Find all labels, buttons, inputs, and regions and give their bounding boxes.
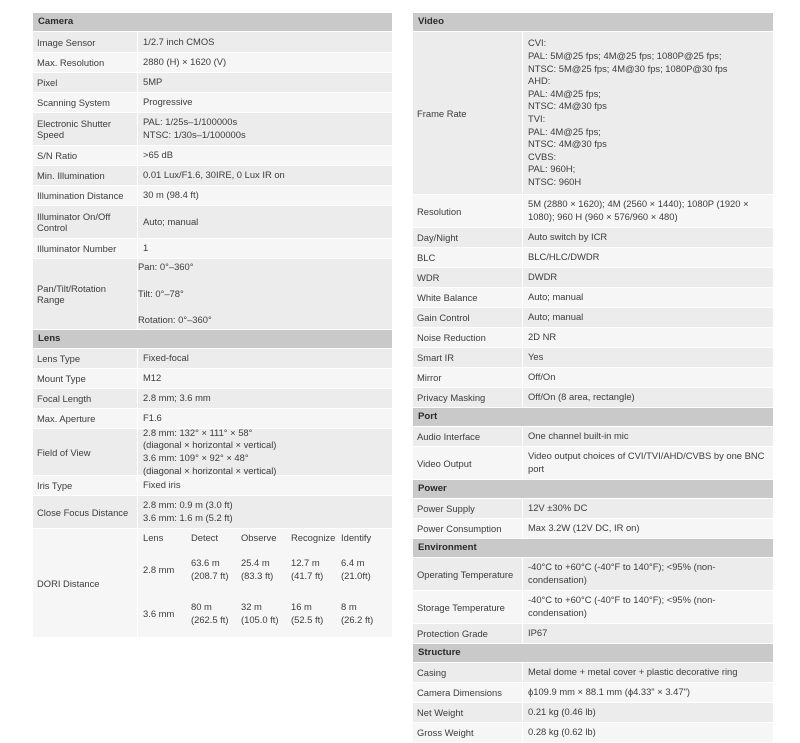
- spec-label: Focal Length: [33, 389, 138, 408]
- spec-value-line: NTSC: 960H: [528, 175, 582, 187]
- spec-label: Frame Rate: [413, 32, 523, 194]
- spec-value-line: AHD:: [528, 75, 551, 87]
- spec-value-line: 2880 (H) × 1620 (V): [143, 56, 227, 68]
- spec-value-line: 1: [143, 242, 149, 254]
- spec-row-camera-dimensions: [413, 683, 773, 703]
- spec-row-smart-ir: [413, 348, 773, 368]
- spec-value-line: -40°C to +60°C (-40°F to 140°F); <95% (non-: [528, 561, 716, 573]
- spec-value-line: condensation): [528, 574, 587, 585]
- spec-label: Net Weight: [413, 703, 523, 722]
- spec-value: [523, 32, 773, 194]
- spec-label: DORI Distance: [33, 529, 138, 637]
- spec-label: Illuminator Number: [33, 239, 138, 258]
- dori-header: Detect: [191, 532, 219, 544]
- spec-label: Electronic Shutter Speed: [33, 113, 138, 145]
- dori-header: Recognize: [291, 532, 336, 544]
- spec-label: Max. Resolution: [33, 53, 138, 72]
- spec-column-left: [33, 13, 392, 638]
- spec-row-frame-rate: [413, 32, 773, 195]
- spec-value: [138, 259, 392, 329]
- spec-row-storage-temperature: [413, 591, 773, 624]
- spec-row-max-resolution: [33, 53, 392, 73]
- spec-value: [138, 166, 392, 185]
- spec-row-scanning-system: [33, 93, 392, 113]
- spec-value-line: DWDR: [528, 271, 558, 283]
- section-header-video: Video: [413, 13, 773, 32]
- spec-value-line: 30 m (98.4 ft): [143, 189, 199, 201]
- spec-value: [523, 288, 773, 307]
- spec-row-illuminator-on-off-control: [33, 206, 392, 239]
- spec-row-white-balance: [413, 288, 773, 308]
- spec-value-line: Video output choices of CVI/TVI/AHD/CVBS by one BNC: [528, 450, 765, 462]
- spec-value: [138, 426, 392, 476]
- spec-value: [523, 388, 773, 407]
- spec-value-line: PAL: 4M@25 fps;: [528, 125, 601, 137]
- spec-value-line: >65 dB: [143, 149, 173, 161]
- spec-value-line: Auto; manual: [143, 215, 199, 227]
- spec-label: BLC: [413, 248, 523, 267]
- section-environment: [413, 539, 773, 644]
- spec-row-audio-interface: [413, 427, 773, 447]
- spec-row-illumination-distance: [33, 186, 392, 206]
- spec-value: [138, 146, 392, 165]
- spec-value-line: F1.6: [143, 412, 162, 424]
- spec-value-line: 5M (2880 × 1620); 4M (2560 × 1440); 1080P (1920 ×: [528, 198, 749, 210]
- spec-value: [138, 53, 392, 72]
- section-camera: [33, 13, 392, 330]
- spec-value: [138, 93, 392, 112]
- spec-value: [138, 239, 392, 258]
- spec-row-privacy-masking: [413, 388, 773, 408]
- spec-value-line: IP67: [528, 627, 548, 639]
- dori-cell: [191, 548, 241, 592]
- dori-cell-line: 6.4 m: [341, 557, 365, 569]
- spec-row-noise-reduction: [413, 328, 773, 348]
- spec-value: [523, 624, 773, 643]
- spec-label: Field of View: [33, 429, 138, 475]
- spec-value-line: TVI:: [528, 113, 546, 124]
- spec-label: Pan/Tilt/Rotation Range: [33, 259, 138, 329]
- spec-label: Storage Temperature: [413, 591, 523, 623]
- spec-row-mirror: [413, 368, 773, 388]
- spec-label: Min. Illumination: [33, 166, 138, 185]
- dori-cell-line: 63.6 m: [191, 557, 220, 569]
- spec-row-gain-control: [413, 308, 773, 328]
- spec-row-electronic-shutter-speed: [33, 113, 392, 146]
- spec-row-pixel: [33, 73, 392, 93]
- spec-row-dori-distance: [33, 529, 392, 638]
- spec-value-line: 2.8 mm; 3.6 mm: [143, 392, 211, 404]
- spec-value-line: Auto; manual: [528, 311, 584, 323]
- spec-value-line: 0.28 kg (0.62 lb): [528, 726, 596, 738]
- spec-row-video-output: [413, 447, 773, 480]
- dori-grid: [143, 529, 387, 636]
- spec-row-mount-type: [33, 369, 392, 389]
- dori-header: Lens: [143, 532, 164, 544]
- dori-cell-line: (208.7 ft): [191, 570, 229, 581]
- dori-cell-line: (52.5 ft): [291, 614, 324, 625]
- spec-row-resolution: [413, 195, 773, 228]
- spec-label: S/N Ratio: [33, 146, 138, 165]
- spec-row-illuminator-number: [33, 239, 392, 259]
- spec-row-min-illumination: [33, 166, 392, 186]
- dori-header: Identify: [341, 532, 372, 544]
- spec-value-line: port: [528, 463, 545, 474]
- spec-value-line: One channel built-in mic: [528, 430, 629, 442]
- spec-value: [523, 308, 773, 327]
- spec-value: [138, 389, 392, 408]
- spec-value-line: 2.8 mm: 0.9 m (3.0 ft): [143, 499, 233, 511]
- spec-value: [523, 447, 773, 479]
- spec-row-focal-length: [33, 389, 392, 409]
- spec-label: Power Consumption: [413, 519, 523, 538]
- spec-value: [138, 409, 392, 428]
- dori-cell-line: (21.0ft): [341, 570, 371, 581]
- spec-value-line: 5MP: [143, 76, 163, 88]
- dori-cell-line: 16 m: [291, 601, 312, 613]
- spec-label: Close Focus Distance: [33, 496, 138, 528]
- spec-value: [138, 186, 392, 205]
- spec-row-field-of-view: [33, 426, 392, 476]
- spec-value-line: Yes: [528, 351, 544, 363]
- dori-cell-line: (41.7 ft): [291, 570, 324, 581]
- spec-value: [523, 268, 773, 287]
- spec-label: Mirror: [413, 368, 523, 387]
- section-header-lens: Lens: [33, 330, 392, 349]
- spec-value: [138, 349, 392, 368]
- spec-value-line: PAL: 5M@25 fps; 4M@25 fps; 1080P@25 fps;: [528, 50, 722, 62]
- spec-value-line: (diagonal × horizontal × vertical): [143, 439, 277, 451]
- spec-value: [138, 32, 392, 52]
- spec-label: WDR: [413, 268, 523, 287]
- spec-value: [523, 591, 773, 623]
- spec-label: Scanning System: [33, 93, 138, 112]
- spec-label: Operating Temperature: [413, 558, 523, 590]
- spec-label: Gain Control: [413, 308, 523, 327]
- spec-value: [138, 206, 392, 238]
- spec-value: [138, 476, 392, 495]
- dori-cell: [241, 548, 291, 592]
- section-header-camera: Camera: [33, 13, 392, 32]
- spec-label: Resolution: [413, 195, 523, 227]
- dori-cell-line: (83.3 ft): [241, 570, 274, 581]
- spec-value-line: Tilt: 0°–78°: [138, 287, 184, 299]
- spec-value: [523, 427, 773, 446]
- dori-cell-line: (26.2 ft): [341, 614, 374, 625]
- dori-cell: [291, 592, 341, 636]
- spec-value-line: 1080); 960 H (960 × 576/960 × 480): [528, 211, 678, 222]
- spec-label: Pixel: [33, 73, 138, 92]
- spec-label: White Balance: [413, 288, 523, 307]
- spec-label: Audio Interface: [413, 427, 523, 446]
- spec-value-line: Off/On: [528, 371, 556, 383]
- dori-cell-line: (105.0 ft): [241, 614, 279, 625]
- dori-cell-line: 25.4 m: [241, 557, 270, 569]
- spec-value-line: Auto; manual: [528, 291, 584, 303]
- spec-label: Day/Night: [413, 228, 523, 247]
- section-power: [413, 480, 773, 539]
- section-structure: [413, 644, 773, 743]
- spec-row-lens-type: [33, 349, 392, 369]
- spec-row-power-supply: [413, 499, 773, 519]
- spec-value-line: ϕ109.9 mm × 88.1 mm (ϕ4.33" × 3.47"): [528, 686, 691, 698]
- spec-value-line: Rotation: 0°–360°: [138, 314, 212, 326]
- spec-value-line: PAL: 1/25s–1/100000s: [143, 116, 238, 128]
- dori-cell: [291, 548, 341, 592]
- spec-value: [523, 519, 773, 538]
- dori-lens: 2.8 mm: [143, 563, 175, 575]
- spec-label: Image Sensor: [33, 32, 138, 52]
- spec-label: Protection Grade: [413, 624, 523, 643]
- spec-value: [523, 723, 773, 742]
- spec-label: Noise Reduction: [413, 328, 523, 347]
- spec-row-gross-weight: [413, 723, 773, 743]
- spec-value-line: Fixed-focal: [143, 352, 189, 364]
- section-header-structure: Structure: [413, 644, 773, 663]
- dori-lens: 3.6 mm: [143, 607, 175, 619]
- spec-value-line: Auto switch by ICR: [528, 231, 608, 243]
- spec-row-day-night: [413, 228, 773, 248]
- dori-cell-line: (262.5 ft): [191, 614, 229, 625]
- section-video: [413, 13, 773, 408]
- spec-value-line: CVI:: [528, 37, 547, 49]
- spec-row-image-sensor: [33, 32, 392, 53]
- section-lens: [33, 330, 392, 638]
- spec-value-line: CVBS:: [528, 150, 557, 162]
- section-header-environment: Environment: [413, 539, 773, 558]
- spec-value: [523, 328, 773, 347]
- spec-value-line: M12: [143, 372, 162, 384]
- spec-row-protection-grade: [413, 624, 773, 644]
- dori-cell: [191, 592, 241, 636]
- spec-row-iris-type: [33, 476, 392, 496]
- spec-value-line: Fixed iris: [143, 479, 181, 491]
- spec-value-line: 12V ±30% DC: [528, 502, 588, 514]
- dori-cell: [341, 592, 381, 636]
- spec-value-line: (diagonal × horizontal × vertical): [143, 464, 277, 476]
- dori-cell: [341, 548, 381, 592]
- spec-label: Max. Aperture: [33, 409, 138, 428]
- dori-cell-line: 80 m: [191, 601, 212, 613]
- spec-value-line: PAL: 4M@25 fps;: [528, 87, 601, 99]
- spec-label: Gross Weight: [413, 723, 523, 742]
- spec-value-line: NTSC: 5M@25 fps; 4M@30 fps; 1080P@30 fps: [528, 62, 728, 74]
- spec-value-line: 0.01 Lux/F1.6, 30IRE, 0 Lux IR on: [143, 169, 285, 181]
- section-header-port: Port: [413, 408, 773, 427]
- spec-value: [523, 499, 773, 518]
- dori-cell-line: 8 m: [341, 601, 357, 613]
- spec-column-right: [413, 13, 773, 743]
- spec-value-line: 0.21 kg (0.46 lb): [528, 706, 596, 718]
- spec-value-line: Pan: 0°–360°: [138, 261, 194, 272]
- spec-value: [523, 683, 773, 702]
- dori-cell-line: 32 m: [241, 601, 262, 613]
- spec-value-line: condensation): [528, 607, 587, 618]
- dori-cell: [241, 592, 291, 636]
- dori-table: [138, 529, 392, 637]
- spec-value-line: 1/2.7 inch CMOS: [143, 35, 215, 47]
- spec-value: [523, 228, 773, 247]
- spec-row-s-n-ratio: [33, 146, 392, 166]
- spec-value-line: Max 3.2W (12V DC, IR on): [528, 522, 640, 534]
- spec-value: [523, 703, 773, 722]
- spec-value: [138, 113, 392, 145]
- spec-value-line: PAL: 960H;: [528, 163, 576, 175]
- spec-value: [523, 248, 773, 267]
- spec-value-line: NTSC: 4M@30 fps: [528, 138, 607, 150]
- spec-value: [523, 368, 773, 387]
- spec-value-line: 2D NR: [528, 331, 557, 343]
- spec-label: Iris Type: [33, 476, 138, 495]
- spec-row-operating-temperature: [413, 558, 773, 591]
- spec-value: [523, 195, 773, 227]
- spec-value-line: 2.8 mm: 132° × 111° × 58°: [143, 426, 253, 438]
- spec-label: Privacy Masking: [413, 388, 523, 407]
- spec-row-net-weight: [413, 703, 773, 723]
- spec-label: Illuminator On/Off Control: [33, 206, 138, 238]
- spec-value-line: Metal dome + metal cover + plastic decorative ring: [528, 666, 738, 678]
- spec-row-power-consumption: [413, 519, 773, 539]
- spec-value-line: NTSC: 4M@30 fps: [528, 100, 607, 112]
- spec-value: [523, 663, 773, 682]
- spec-label: Power Supply: [413, 499, 523, 518]
- spec-label: Mount Type: [33, 369, 138, 388]
- spec-label: Casing: [413, 663, 523, 682]
- spec-row-wdr: [413, 268, 773, 288]
- spec-value: [523, 558, 773, 590]
- spec-row-blc: [413, 248, 773, 268]
- spec-row-casing: [413, 663, 773, 683]
- spec-value: [523, 348, 773, 367]
- spec-row-close-focus-distance: [33, 496, 392, 529]
- spec-label: Smart IR: [413, 348, 523, 367]
- section-header-power: Power: [413, 480, 773, 499]
- spec-value: [138, 73, 392, 92]
- spec-value-line: 3.6 mm: 109° × 92° × 48°: [143, 452, 249, 463]
- spec-value: [138, 369, 392, 388]
- spec-value-line: -40°C to +60°C (-40°F to 140°F); <95% (non-: [528, 594, 716, 606]
- spec-label: Illumination Distance: [33, 186, 138, 205]
- spec-value-line: 3.6 mm: 1.6 m (5.2 ft): [143, 512, 233, 523]
- spec-label: Video Output: [413, 447, 523, 479]
- spec-value-line: NTSC: 1/30s–1/100000s: [143, 129, 246, 140]
- spec-value-line: BLC/HLC/DWDR: [528, 251, 600, 263]
- spec-label: Camera Dimensions: [413, 683, 523, 702]
- spec-label: Lens Type: [33, 349, 138, 368]
- spec-row-pan-tilt-rotation-range: [33, 259, 392, 330]
- spec-value-line: Off/On (8 area, rectangle): [528, 391, 635, 403]
- spec-value-line: Progressive: [143, 96, 193, 108]
- dori-header: Observe: [241, 532, 277, 544]
- spec-value: [138, 496, 392, 528]
- dori-cell-line: 12.7 m: [291, 557, 320, 569]
- section-port: [413, 408, 773, 480]
